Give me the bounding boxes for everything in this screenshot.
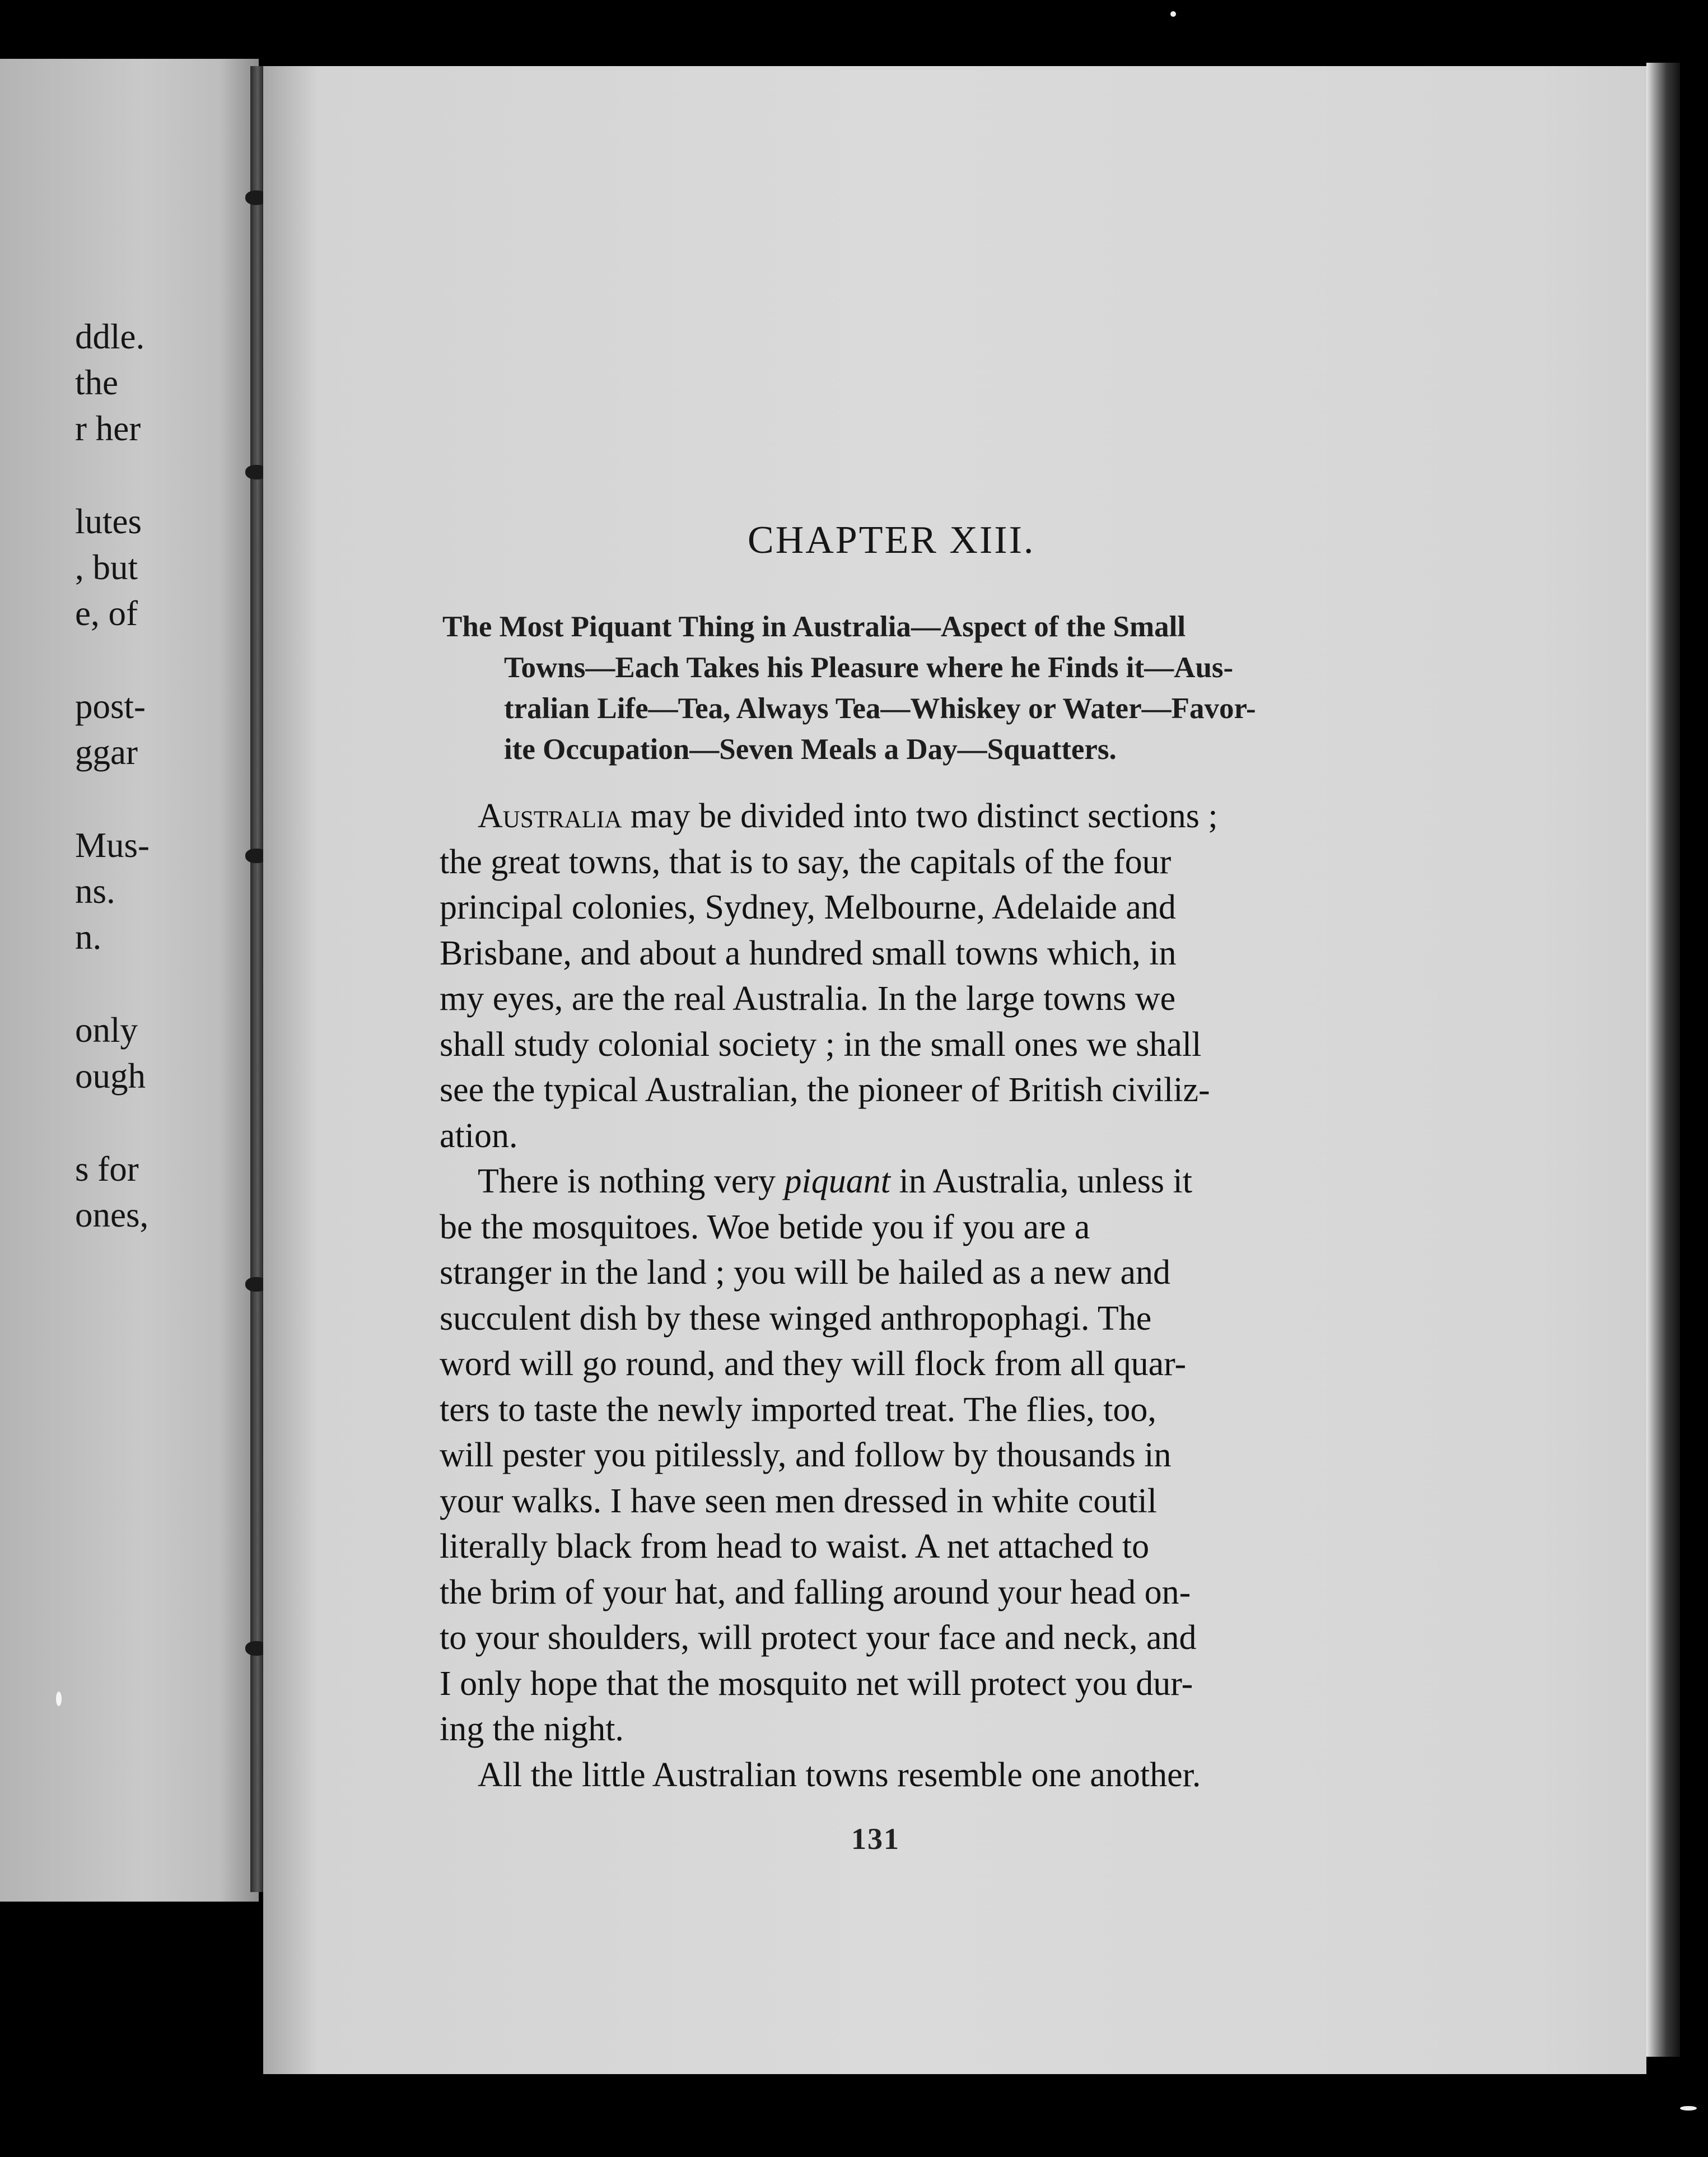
body-text xyxy=(440,794,1389,1798)
page-number: 131 xyxy=(851,1822,900,1856)
left-fragment: ough xyxy=(75,1056,146,1096)
left-fragment: e, of xyxy=(75,594,138,633)
body-line: ters to taste the newly imported treat. The flies, too, xyxy=(440,1390,1156,1429)
summary-line: ite Occupation—Seven Meals a Day—Squatters. xyxy=(504,733,1117,766)
summary-line: The Most Piquant Thing in Australia—Aspect of the Small xyxy=(442,611,1186,643)
body-line: shall study colonial society ; in the small ones we shall xyxy=(440,1025,1202,1064)
body-line: word will go round, and they will flock from all quar- xyxy=(440,1345,1187,1383)
scan-speck xyxy=(1680,2106,1697,2111)
body-line: the great towns, that is to say, the capitals of the four xyxy=(440,842,1172,881)
left-fragment: only xyxy=(75,1010,138,1050)
left-page-text-fragments xyxy=(0,59,259,1902)
chapter-title: CHAPTER XIII. xyxy=(748,519,1035,562)
body-line: I only hope that the mosquito net will protect you dur- xyxy=(440,1664,1193,1703)
scan-speck xyxy=(56,1692,62,1706)
body-line-part: in Australia, unless it xyxy=(890,1162,1193,1200)
left-fragment: , but xyxy=(75,548,138,587)
body-line: literally black from head to waist. A net attached to xyxy=(440,1527,1150,1566)
left-fragment: ones, xyxy=(75,1195,149,1234)
summary-line: Towns—Each Takes his Pleasure where he Finds it—Aus- xyxy=(504,651,1234,684)
body-line: Brisbane, and about a hundred small towns which, in xyxy=(440,934,1177,972)
body-line-part: There is nothing very xyxy=(478,1162,785,1200)
italic-word: piquant xyxy=(784,1162,890,1200)
left-fragment: s for xyxy=(75,1149,139,1189)
body-line xyxy=(440,794,1389,840)
body-line: All the little Australian towns resemble one another. xyxy=(478,1755,1201,1794)
chapter-summary xyxy=(442,607,1389,770)
body-line xyxy=(440,1159,1389,1205)
body-line: see the typical Australian, the pioneer of British civiliz- xyxy=(440,1071,1210,1109)
body-line: stranger in the land ; you will be hailed as a new and xyxy=(440,1254,1171,1292)
body-line: principal colonies, Sydney, Melbourne, Adelaide and xyxy=(440,888,1176,926)
summary-line: tralian Life—Tea, Always Tea—Whiskey or Water—Favor- xyxy=(504,692,1256,725)
page-edge-shadow xyxy=(1646,63,1680,2057)
left-fragment: the xyxy=(75,363,118,402)
body-line-rest: may be divided into two distinct sections ; xyxy=(622,797,1218,835)
scan-speck xyxy=(1170,11,1176,17)
body-line: my eyes, are the real Australia. In the large towns we xyxy=(440,980,1176,1018)
opening-word: Australia xyxy=(478,797,622,835)
left-fragment: r her xyxy=(75,409,141,448)
left-fragment: ggar xyxy=(75,733,138,772)
body-line: succulent dish by these winged anthropophagi. The xyxy=(440,1299,1152,1338)
body-line: will pester you pitilessly, and follow by thousands in xyxy=(440,1436,1172,1474)
left-fragment: ns. xyxy=(75,872,115,911)
left-fragment: ddle. xyxy=(75,317,145,356)
body-line: the brim of your hat, and falling around your head on- xyxy=(440,1573,1191,1611)
left-fragment: Mus- xyxy=(75,826,150,865)
body-line: to your shoulders, will protect your face and neck, and xyxy=(440,1619,1197,1657)
body-line: be the mosquitoes. Woe betide you if you are a xyxy=(440,1208,1090,1246)
body-line: ation. xyxy=(440,1116,518,1155)
left-fragment: post- xyxy=(75,687,146,726)
left-facing-page xyxy=(0,59,259,1902)
left-fragment: lutes xyxy=(75,502,142,541)
body-line: ing the night. xyxy=(440,1710,624,1748)
body-line: your walks. I have seen men dressed in white coutil xyxy=(440,1482,1157,1520)
left-fragment: n. xyxy=(75,917,102,957)
